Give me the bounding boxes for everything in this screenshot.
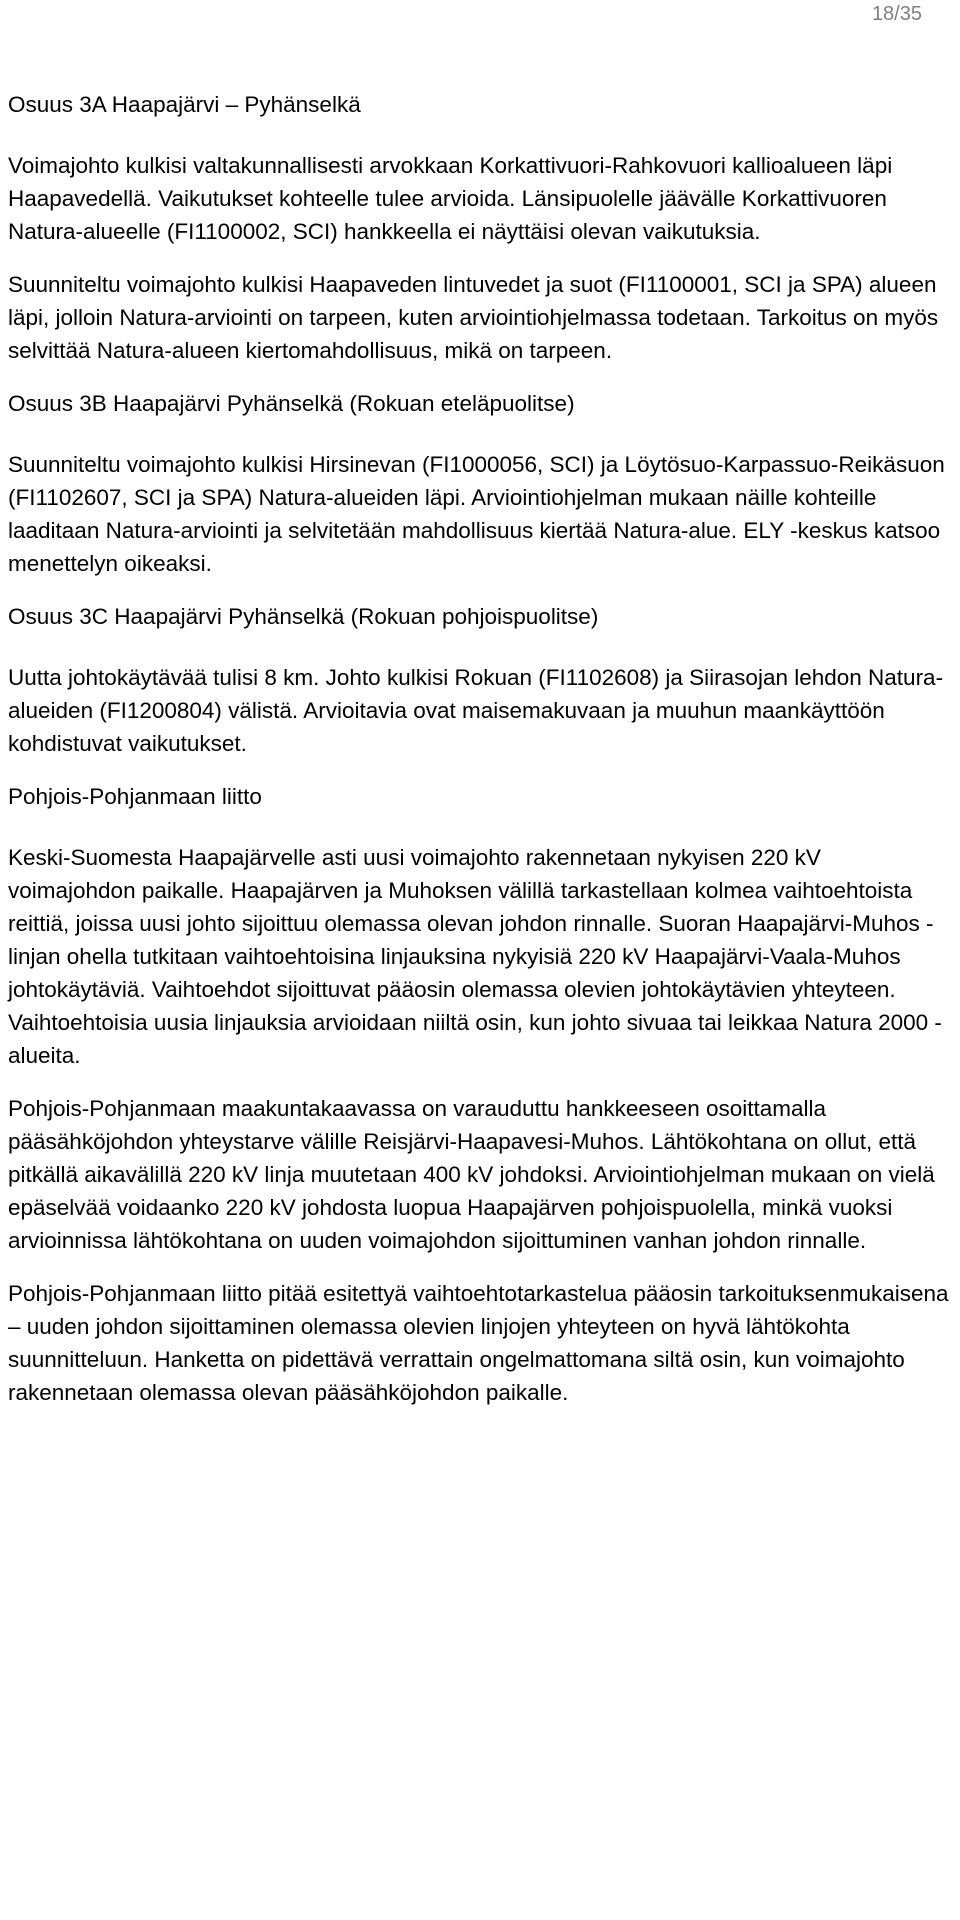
pohjois-pohjanmaan-paragraph-2: Pohjois-Pohjanmaan maakuntakaavassa on varauduttu hankkeeseen osoittamalla pääsähköjohdon yhteystarve välille Reisjärvi-Haapavesi-Muhos. Lähtökohtana on ollut, että pitkällä aikavälillä 220 kV linja muutetaan 400 kV johdoksi. Arviointiohjelman mukaan on vielä epäselvää voidaanko 220 kV johdosta luopua Haapajärven pohjoispuolella, minkä vuoksi arvioinnissa lähtökohtana on uuden voimajohdon sijoittuminen vanhan johdon rinnalle. bbox=[8, 1096, 935, 1253]
section-3b-paragraph: Suunniteltu voimajohto kulkisi Hirsinevan (FI1000056, SCI) ja Löytösuo-Karpassuo-Reikäsuon (FI1102607, SCI ja SPA) Natura-alueiden läpi. Arviointiohjelman mukaan näille kohteille laaditaan Natura-arviointi ja selvitetään mahdollisuus kiertää Natura-alue. ELY -keskus katsoo menettelyn oikeaksi. bbox=[8, 452, 945, 576]
pohjois-pohjanmaan-paragraph-3: Pohjois-Pohjanmaan liitto pitää esitettyä vaihtoehtotarkastelua pääosin tarkoituksenmukaisena – uuden johdon sijoittaminen olemassa olevien linjojen yhteyteen on hyvä lähtökohta suunnitteluun. Hanketta on pidettävä verrattain ongelmattomana siltä osin, kun voimajohto rakennetaan olemassa olevan pääsähköjohdon paikalle. bbox=[8, 1281, 949, 1405]
pohjois-pohjanmaan-paragraph-1: Keski-Suomesta Haapajärvelle asti uusi voimajohto rakennetaan nykyisen 220 kV voimajohdon paikalle. Haapajärven ja Muhoksen välillä tarkastellaan kolmea vaihtoehtoista reittiä, joissa uusi johto sijoittuu olemassa olevan johdon rinnalle. Suoran Haapajärvi-Muhos -linjan ohella tutkitaan vaihtoehtoisina linjauksina nykyisiä 220 kV Haapajärvi-Vaala-Muhos johtokäytäviä. Vaihtoehdot sijoittuvat pääosin olemassa olevien johtokäytävien yhteyteen. Vaihtoehtoisia uusia linjauksia arvioidaan niiltä osin, kun johto sivuaa tai leikkaa Natura 2000 -alueita. bbox=[8, 845, 942, 1068]
section-3a-paragraph-1: Voimajohto kulkisi valtakunnallisesti arvokkaan Korkattivuori-Rahkovuori kallioalueen läpi Haapavedellä. Vaikutukset kohteelle tulee arvioida. Länsipuolelle jäävälle Korkattivuoren Natura-alueelle (FI1100002, SCI) hankkeella ei näyttäisi olevan vaikutuksia. bbox=[8, 153, 893, 244]
section-3a-paragraph-2: Suunniteltu voimajohto kulkisi Haapaveden lintuvedet ja suot (FI1100001, SCI ja SPA) alueen läpi, jolloin Natura-arviointi on tarpeen, kuten arviointiohjelmassa todetaan. Tarkoitus on myös selvittää Natura-alueen kiertomahdollisuus, mikä on tarpeen. bbox=[8, 272, 939, 363]
section-3c-paragraph: Uutta johtokäytävää tulisi 8 km. Johto kulkisi Rokuan (FI1102608) ja Siirasojan lehdon Natura-alueiden (FI1200804) välistä. Arvioitavia ovat maisemakuvaan ja muuhun maankäyttöön kohdistuvat vaikutukset. bbox=[8, 665, 944, 756]
section-3c-title: Osuus 3C Haapajärvi Pyhänselkä (Rokuan pohjoispuolitse) bbox=[8, 604, 599, 629]
document-body bbox=[8, 88, 950, 1429]
page-number: 18/35 bbox=[871, 3, 922, 25]
pohjois-pohjanmaan-liitto-title: Pohjois-Pohjanmaan liitto bbox=[8, 784, 262, 809]
section-3a-title: Osuus 3A Haapajärvi – Pyhänselkä bbox=[8, 92, 361, 117]
section-3b-title: Osuus 3B Haapajärvi Pyhänselkä (Rokuan eteläpuolitse) bbox=[8, 391, 575, 416]
